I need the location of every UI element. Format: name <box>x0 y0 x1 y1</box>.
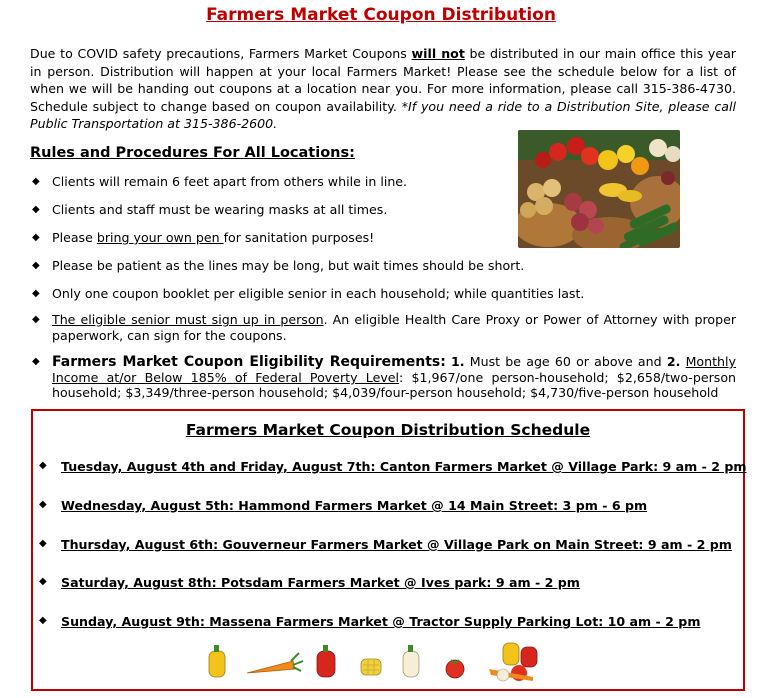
diamond-bullet-icon: ◆ <box>39 615 47 626</box>
intro-paragraph <box>30 45 736 133</box>
diamond-bullet-icon: ◆ <box>32 232 40 243</box>
diamond-bullet-icon: ◆ <box>39 538 47 549</box>
schedule-box: Farmers Market Coupon Distribution Schedule ◆ Tuesday, August 4th and Friday, August 7th: Canton Farmers Market @ Village Park: 9 am - 2 pm ◆ Wednesday, August 5th: Hammond Farmers Market @ 14 Main Street: 3 pm - 6 pm ◆ Thursday, August 6th: Gouverneur Farmers Market @ Village Park on Main Street: 9 am - 2 pm ◆ Saturday, August 8th: Potsdam Farmers Market @ Ives park: 9 am - 2 pm ◆ Sunday, August 9th: Massena Farmers Market @ Tractor Supply Parking Lot: 10 am - 2 pm <box>31 409 745 691</box>
diamond-bullet-icon: ◆ <box>32 260 40 271</box>
intro-text-1: Due to COVID safety precautions, Farmers Market Coupons <box>30 46 412 61</box>
diamond-bullet-icon: ◆ <box>32 176 40 187</box>
schedule-title: Farmers Market Coupon Distribution Schedule <box>185 421 591 439</box>
sign-in-person-text: The eligible senior must sign up in person <box>52 312 324 327</box>
diamond-bullet-icon: ◆ <box>39 576 47 587</box>
diamond-bullet-icon: ◆ <box>32 356 40 367</box>
rules-heading: Rules and Procedures For All Locations: <box>30 145 355 161</box>
income-limit-text: Monthly Income at/or Below 185% of Federal Poverty Level <box>52 354 736 385</box>
bring-pen-text: bring your own pen <box>96 230 224 245</box>
diamond-bullet-icon: ◆ <box>32 204 40 215</box>
eligibility-heading: Farmers Market Coupon Eligibility Requirements: <box>52 354 446 370</box>
diamond-bullet-icon: ◆ <box>32 288 40 299</box>
diamond-bullet-icon: ◆ <box>32 314 40 325</box>
intro-will-not: will not <box>411 46 465 61</box>
intro-ride-note: *If you need a ride to a Distribution Site, please call Public Transportation at 315-386-2600. <box>30 98 736 131</box>
diamond-bullet-icon: ◆ <box>39 460 47 471</box>
vegetable-icons <box>203 639 563 683</box>
page-title: Farmers Market Coupon Distribution <box>206 5 556 25</box>
diamond-bullet-icon: ◆ <box>39 499 47 510</box>
intro-text-2: be distributed in our main office this year in person. Distribution will happen at your local Farmers Market! Please see the schedule below for a list of when we will be handing out coupons at a location near you. For more information, please call 315-386-4730. Schedule subject to change based on coupon availability. <box>30 46 736 114</box>
vegetable-border-illustration <box>203 639 563 683</box>
